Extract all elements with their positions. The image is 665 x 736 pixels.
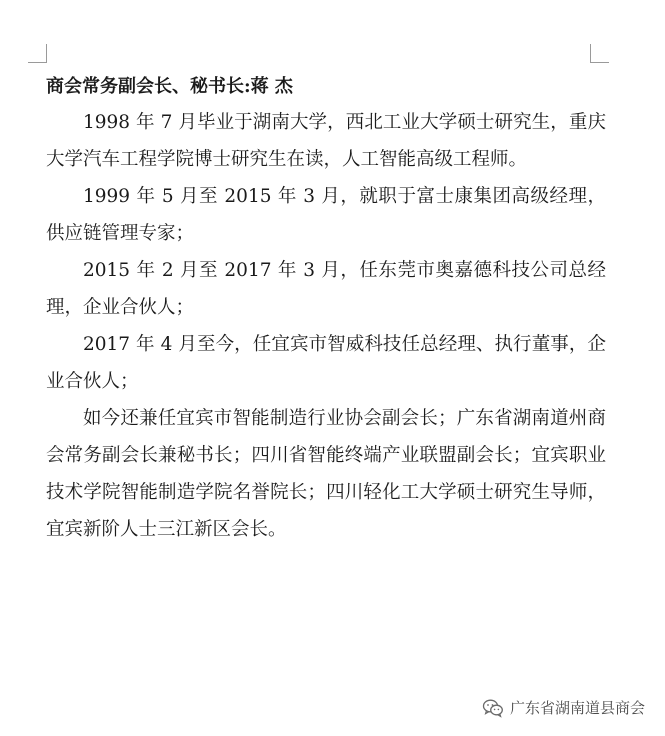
watermark-text: 广东省湖南道县商会 [509, 699, 645, 717]
paragraph-current-roles: 如今还兼任宜宾市智能制造行业协会副会长；广东省湖南道州商会常务副会长兼秘书长；四川省智能终端产业联盟副会长；宜宾职业技术学院智能制造学院名誉院长；四川轻化工大学硕士研究生导师，宜宾新阶人士三江新区会长。 [46, 408, 606, 540]
paragraph-yibin: 2017 年 4 月至今，任宜宾市智威科技任总经理、执行董事，企业合伙人； [46, 334, 606, 392]
document-heading: 商会常务副会长、秘书长:蒋 杰 [46, 76, 293, 97]
page-corner-mark-top-left [28, 44, 47, 63]
paragraph-education: 1998 年 7 月毕业于湖南大学，西北工业大学硕士研究生，重庆大学汽车工程学院博士研究生在读，人工智能高级工程师。 [46, 112, 606, 170]
wechat-watermark [482, 697, 645, 718]
page-corner-mark-top-right [590, 44, 609, 63]
wechat-icon [482, 698, 504, 718]
paragraph-dongguan: 2015 年 2 月至 2017 年 3 月，任东莞市奥嘉德科技公司总经理，企业合伙人； [46, 260, 606, 318]
document-body [46, 70, 606, 548]
paragraph-foxconn: 1999 年 5 月至 2015 年 3 月，就职于富士康集团高级经理，供应链管理专家； [46, 186, 606, 244]
